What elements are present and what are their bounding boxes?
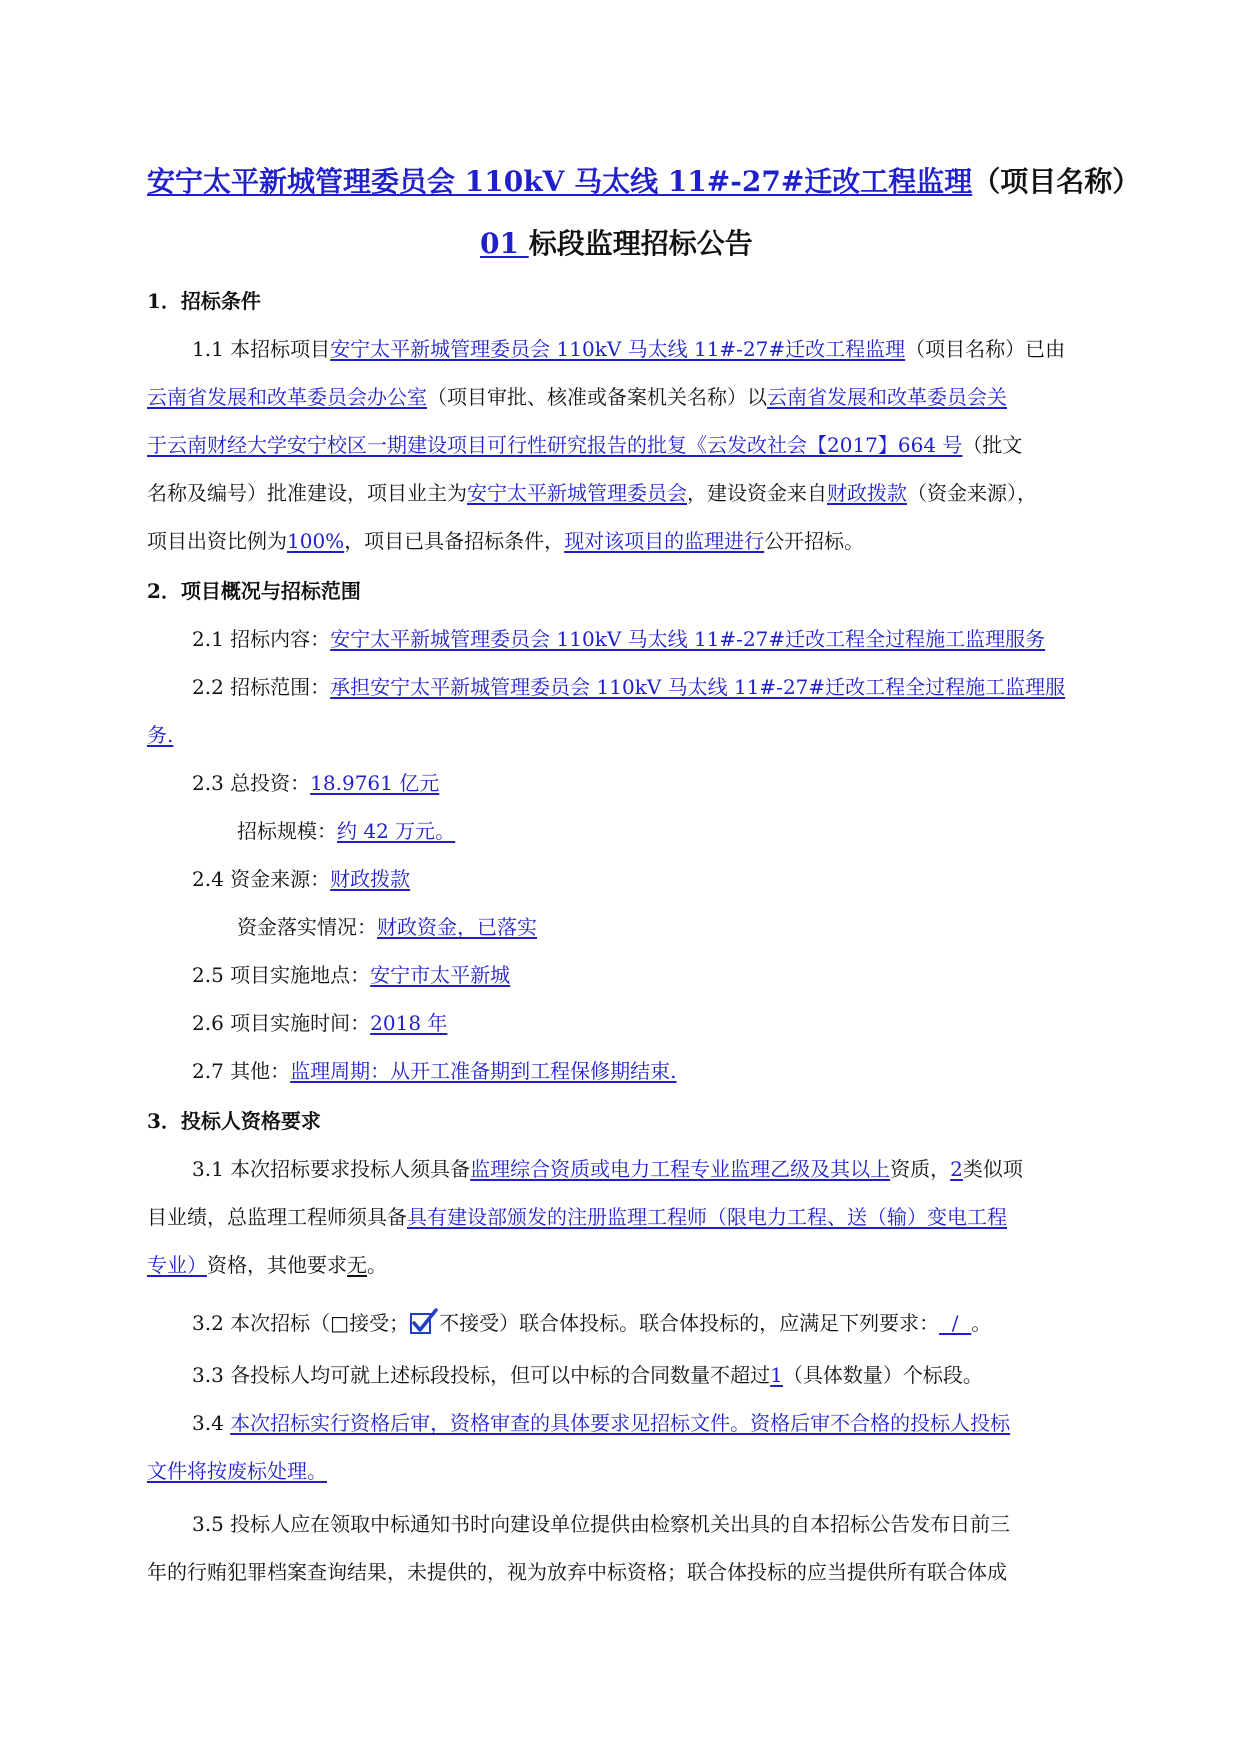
text: 3.5 投标人应在领取中标通知书时向建设单位提供由检察机关出具的自本招标公告发布日前三 [192, 1512, 1011, 1536]
period-field: 2018 年 [370, 1011, 448, 1035]
para-3-5-line-1 [192, 1510, 1010, 1538]
qualification-review-field: 文件将按废标处理。 [147, 1459, 327, 1483]
text: （具体数量）个标段。 [782, 1363, 983, 1387]
project-count-field: 2 [950, 1157, 963, 1181]
text: 。 [367, 1253, 387, 1277]
para-3-1-line-3 [147, 1251, 387, 1279]
text: ，项目已具备招标条件， [344, 529, 565, 553]
title-text: 标段监理招标公告 [528, 227, 753, 260]
para-1-1-line-1 [192, 335, 1065, 363]
item-label: 2.7 其他： [192, 1059, 291, 1083]
para-1-1-line-4 [147, 479, 1037, 507]
qualification-review-field: 本次招标实行资格后审，资格审查的具体要求见招标文件。资格后审不合格的投标人投标 [230, 1411, 1011, 1435]
item-2-5 [192, 961, 510, 989]
approval-authority-field: 云南省发展和改革委员会办公室 [147, 385, 427, 409]
item-2-4 [192, 865, 410, 893]
para-3-1-line-1 [192, 1155, 1023, 1183]
text: 3.2 本次招标（ [192, 1311, 331, 1335]
tender-content-field: 安宁太平新城管理委员会 110kV 马太线 11#-27#迁改工程全过程施工监理服务 [330, 627, 1046, 651]
text: 接受； [349, 1311, 410, 1335]
section-3-heading: 3．投标人资格要求 [147, 1109, 321, 1133]
tender-scope-field: 现对该项目的监理进行 [564, 529, 765, 553]
fund-source-field: 财政拨款 [827, 481, 907, 505]
item-2-7 [192, 1057, 677, 1085]
text: 名称及编号）批准建设，项目业主为 [147, 481, 467, 505]
approval-doc-field: 于云南财经大学安宁校区一期建设项目可行性研究报告的批复《云发改社会【2017】664 号 [147, 433, 963, 457]
tender-scale-field: 约 42 万元。 [337, 819, 456, 843]
text: 资质， [890, 1157, 951, 1181]
max-lots-field: 1 [770, 1363, 783, 1387]
accept-checkbox: □ [330, 1311, 350, 1335]
checkmark-icon [409, 1308, 439, 1343]
item-label: 2.2 招标范围： [192, 675, 331, 699]
location-field: 安宁市太平新城 [370, 963, 511, 987]
text: （项目审批、核准或备案机关名称）以 [427, 385, 767, 409]
section-2-heading: 2．项目概况与招标范围 [147, 579, 361, 603]
para-3-2 [192, 1308, 991, 1343]
para-1-1-line-2 [147, 383, 1007, 411]
item-label: 2.4 资金来源： [192, 867, 331, 891]
tender-range-field: 务. [147, 723, 174, 747]
para-1-1-line-3 [147, 431, 1022, 459]
funds-status-field: 财政资金，已落实 [377, 915, 537, 939]
item-2-2-line-1 [192, 673, 1065, 701]
project-name-link: 安宁太平新城管理委员会 110kV 马太线 11#-27#迁改工程监理 [147, 165, 973, 198]
item-2-2-line-2 [147, 721, 173, 749]
text: （批文 [962, 433, 1023, 457]
text: 资格，其他要求 [207, 1253, 347, 1277]
item-label: 2.3 总投资： [192, 771, 311, 795]
chief-engineer-qualification-field: 专业） [147, 1253, 207, 1277]
approval-doc-field: 云南省发展和改革委员会关 [767, 385, 1007, 409]
para-1-1-line-5 [147, 527, 864, 555]
text: （资金来源）， [907, 481, 1037, 505]
item-label: 资金落实情况： [237, 915, 377, 939]
tender-range-field: 承担安宁太平新城管理委员会 110kV 马太线 11#-27#迁改工程全过程施工监理服 [330, 675, 1066, 699]
project-name-field: 安宁太平新城管理委员会 110kV 马太线 11#-27#迁改工程监理 [330, 337, 906, 361]
doc-title-line-1 [147, 162, 1140, 202]
item-label: 2.5 项目实施地点： [192, 963, 371, 987]
chief-engineer-qualification-field: 具有建设部颁发的注册监理工程师（限电力工程、送（输）变电工程 [407, 1205, 1007, 1229]
para-3-5-line-2 [147, 1558, 1007, 1586]
text: 公开招标。 [764, 529, 865, 553]
owner-field: 安宁太平新城管理委员会 [467, 481, 687, 505]
title-suffix: （项目名称） [972, 165, 1141, 198]
item-label: 2.6 项目实施时间： [192, 1011, 371, 1035]
total-investment-field: 18.9761 亿元 [310, 771, 440, 795]
text: 3.1 本次招标要求投标人须具备 [192, 1157, 471, 1181]
section-1-heading: 1．招标条件 [147, 289, 261, 313]
para-3-1-line-2 [147, 1203, 1007, 1231]
text: ，建设资金来自 [687, 481, 827, 505]
section-number: 01 [480, 227, 529, 260]
text: 。 [971, 1311, 992, 1335]
item-label: 2.1 招标内容： [192, 627, 331, 651]
item-2-6 [192, 1009, 447, 1037]
item-2-1 [192, 625, 1045, 653]
funding-ratio-field: 100% [287, 529, 345, 553]
qualification-field: 监理综合资质或电力工程专业监理乙级及其以上 [470, 1157, 891, 1181]
text: （项目名称）已由 [905, 337, 1066, 361]
text: 不接受）联合体投标。联合体投标的，应满足下列要求： [439, 1311, 940, 1335]
para-3-4-line-1 [192, 1409, 1010, 1437]
funds-status [237, 913, 537, 941]
para-3-4-line-2 [147, 1457, 327, 1485]
consortium-requirements-field: / [939, 1311, 972, 1335]
fund-source-field: 财政拨款 [330, 867, 411, 891]
tender-scale [237, 817, 455, 845]
doc-title-line-2 [480, 224, 753, 264]
text: 目业绩，总监理工程师须具备 [147, 1205, 407, 1229]
text: 3.3 各投标人均可就上述标段投标，但可以中标的合同数量不超过 [192, 1363, 771, 1387]
text: 项目出资比例为 [147, 529, 287, 553]
text: 1.1 本招标项目 [192, 337, 331, 361]
other-requirements-field: 无 [347, 1253, 367, 1277]
item-2-3 [192, 769, 439, 797]
text: 3.4 [192, 1411, 231, 1435]
other-field: 监理周期：从开工准备期到工程保修期结束. [290, 1059, 677, 1083]
text: 年的行贿犯罪档案查询结果，未提供的，视为放弃中标资格；联合体投标的应当提供所有联合体成 [147, 1560, 1007, 1584]
item-label: 招标规模： [237, 819, 337, 843]
text: 类似项 [962, 1157, 1023, 1181]
para-3-3 [192, 1361, 983, 1389]
